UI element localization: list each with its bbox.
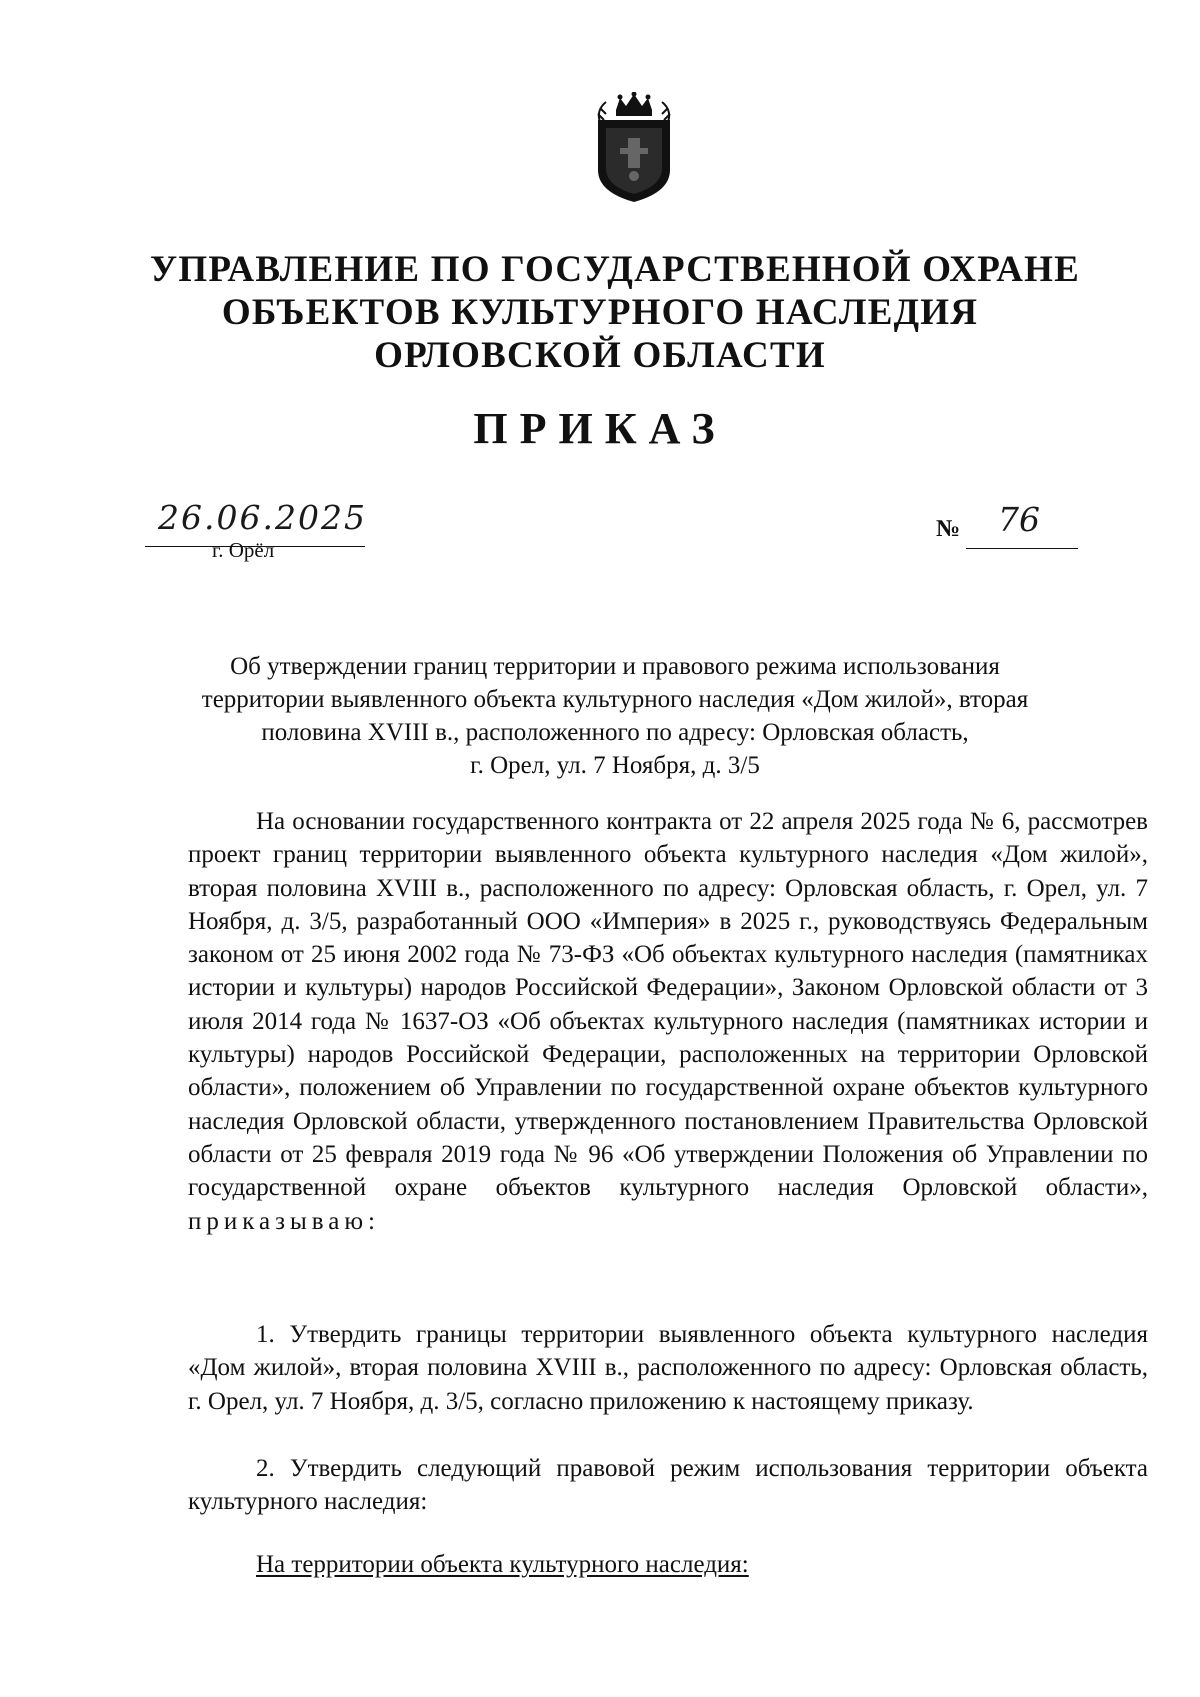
preamble-paragraph xyxy=(188,805,1148,1238)
handwritten-number: 76 xyxy=(998,500,1040,539)
coat-of-arms-icon xyxy=(590,92,678,204)
organization-title xyxy=(150,248,1081,377)
section-heading: На территории объекта культурного наследия: xyxy=(256,1551,749,1578)
document-type-heading: ПРИКАЗ xyxy=(473,404,727,453)
handwritten-date: 26.06.2025 xyxy=(158,498,367,537)
org-title-line-2: ОБЪЕКТОВ КУЛЬТУРНОГО НАСЛЕДИЯ xyxy=(221,292,979,333)
order-item-2: 2. Утвердить следующий правовой режим использования территории объекта культурного наследия: xyxy=(188,1455,1148,1516)
subject-line-2: территории выявленного объекта культурного наследия «Дом жилой», вторая xyxy=(201,686,1029,713)
document-subject xyxy=(150,650,1080,782)
org-title-line-1: УПРАВЛЕНИЕ ПО ГОСУДАРСТВЕННОЙ ОХРАНЕ xyxy=(150,249,1081,290)
preamble-text: На основании государственного контракта от 22 апреля 2025 года № 6, рассмотрев проект границ территории выявленного объекта культурного наследия «Дом жилой», вторая половина XVIII в., расположенного по адресу: Орловская область, г. Орел, ул. 7 Ноября, д. 3/5, разработанный ООО «Империя» в 2025 г., руководствуясь Федеральным законом от 25 июня 2002 года № 73-ФЗ «Об объектах культурного наследия (памятниках истории и культуры) народов Российской Федерации», Законом Орловской области от 3 июля 2014 года № 1637-ОЗ «Об объектах культурного наследия (памятниках истории и культуры) народов Российской Федерации, расположенных на территории Орловской области», положением об Управлении по государственной охране объектов культурного наследия Орловской области, утвержденного постановлением Правительства Орловской области от 25 февраля 2019 года № 96 «Об утверждении Положения об Управлении по государственной охране объектов культурного наследия Орловской области», xyxy=(188,808,1148,1202)
subject-line-3: половина XVIII в., расположенного по адресу: Орловская область, xyxy=(261,719,969,746)
org-title-line-3: ОРЛОВСКОЙ ОБЛАСТИ xyxy=(374,335,826,376)
order-item-1: 1. Утвердить границы территории выявленного объекта культурного наследия «Дом жилой», вторая половина XVIII в., расположенного по адресу: Орловская область, г. Орел, ул. 7 Ноября, д. 3/5, согласно приложению к настоящему приказу. xyxy=(188,1321,1148,1415)
number-label: № xyxy=(936,516,961,542)
subject-line-4: г. Орел, ул. 7 Ноября, д. 3/5 xyxy=(470,752,760,779)
subject-line-1: Об утверждении границ территории и правового режима использования xyxy=(230,653,1000,680)
city-label: г. Орёл xyxy=(212,538,275,562)
order-word: приказываю: xyxy=(188,1207,380,1235)
